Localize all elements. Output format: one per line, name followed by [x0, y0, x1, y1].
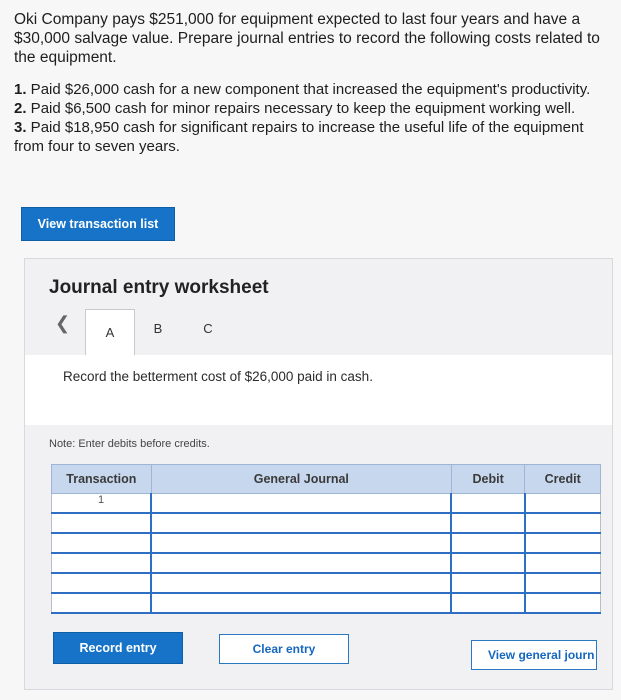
- credit-input[interactable]: [525, 494, 601, 514]
- tab-strip: [25, 309, 614, 355]
- problem-item-1: [14, 80, 614, 99]
- note-text: Note: Enter debits before credits.: [49, 438, 210, 450]
- debit-input[interactable]: [451, 553, 524, 573]
- transaction-cell: [52, 533, 152, 553]
- general-journal-select[interactable]: [151, 513, 451, 533]
- table-header-row: [52, 465, 601, 494]
- item-number: 3.: [14, 119, 27, 136]
- debit-input[interactable]: [451, 533, 524, 553]
- worksheet-title: Journal entry worksheet: [49, 277, 269, 298]
- problem-statement: [14, 10, 614, 67]
- col-debit: Debit: [451, 465, 524, 494]
- col-general-journal: General Journal: [151, 465, 451, 494]
- general-journal-select[interactable]: [151, 553, 451, 573]
- credit-input[interactable]: [525, 513, 601, 533]
- journal-table: [51, 464, 601, 614]
- problem-item-2: [14, 99, 614, 118]
- transaction-cell: [52, 513, 152, 533]
- general-journal-select[interactable]: [151, 494, 451, 514]
- debit-input[interactable]: [451, 593, 524, 613]
- transaction-cell: [52, 593, 152, 613]
- journal-entry-worksheet: [24, 258, 613, 690]
- col-transaction: Transaction: [52, 465, 152, 494]
- record-entry-button[interactable]: Record entry: [53, 632, 183, 664]
- item-number: 1.: [14, 81, 27, 98]
- table-row: [52, 513, 601, 533]
- debit-input[interactable]: [451, 513, 524, 533]
- table-row: [52, 533, 601, 553]
- tab-b[interactable]: B: [153, 320, 163, 336]
- debit-input[interactable]: [451, 573, 524, 593]
- view-transaction-list-button[interactable]: View transaction list: [21, 207, 175, 241]
- table-row: [52, 593, 601, 613]
- chevron-left-icon[interactable]: ❮: [55, 313, 71, 333]
- clear-entry-button[interactable]: Clear entry: [219, 634, 349, 664]
- transaction-cell: [52, 573, 152, 593]
- instruction-text: Record the betterment cost of $26,000 paid in cash.: [63, 369, 373, 384]
- general-journal-select[interactable]: [151, 573, 451, 593]
- item-text: Paid $18,950 cash for significant repairs to increase the useful life of the equipment from four to seven years.: [14, 119, 584, 155]
- instruction-panel: [25, 355, 612, 425]
- item-text: Paid $26,000 cash for a new component that increased the equipment's productivity.: [26, 81, 591, 98]
- tab-c[interactable]: C: [203, 320, 213, 336]
- credit-input[interactable]: [525, 533, 601, 553]
- problem-items: [14, 80, 614, 156]
- tab-a[interactable]: A: [85, 309, 135, 355]
- table-row: [52, 573, 601, 593]
- debit-input[interactable]: [451, 494, 524, 514]
- credit-input[interactable]: [525, 573, 601, 593]
- credit-input[interactable]: [525, 553, 601, 573]
- problem-intro: Oki Company pays $251,000 for equipment expected to last four years and have a $30,000 salvage value. Prepare journal entries to record the following costs related to the equipment.: [14, 11, 600, 66]
- table-row: [52, 553, 601, 573]
- col-credit: Credit: [525, 465, 601, 494]
- general-journal-select[interactable]: [151, 593, 451, 613]
- transaction-number: 1: [52, 494, 152, 514]
- general-journal-select[interactable]: [151, 533, 451, 553]
- transaction-cell: [52, 553, 152, 573]
- item-number: 2.: [14, 100, 27, 117]
- view-general-journal-button[interactable]: View general journ: [471, 640, 597, 670]
- problem-item-3: [14, 118, 614, 156]
- credit-input[interactable]: [525, 593, 601, 613]
- item-text: Paid $6,500 cash for minor repairs necessary to keep the equipment working well.: [26, 100, 576, 117]
- table-row: [52, 494, 601, 514]
